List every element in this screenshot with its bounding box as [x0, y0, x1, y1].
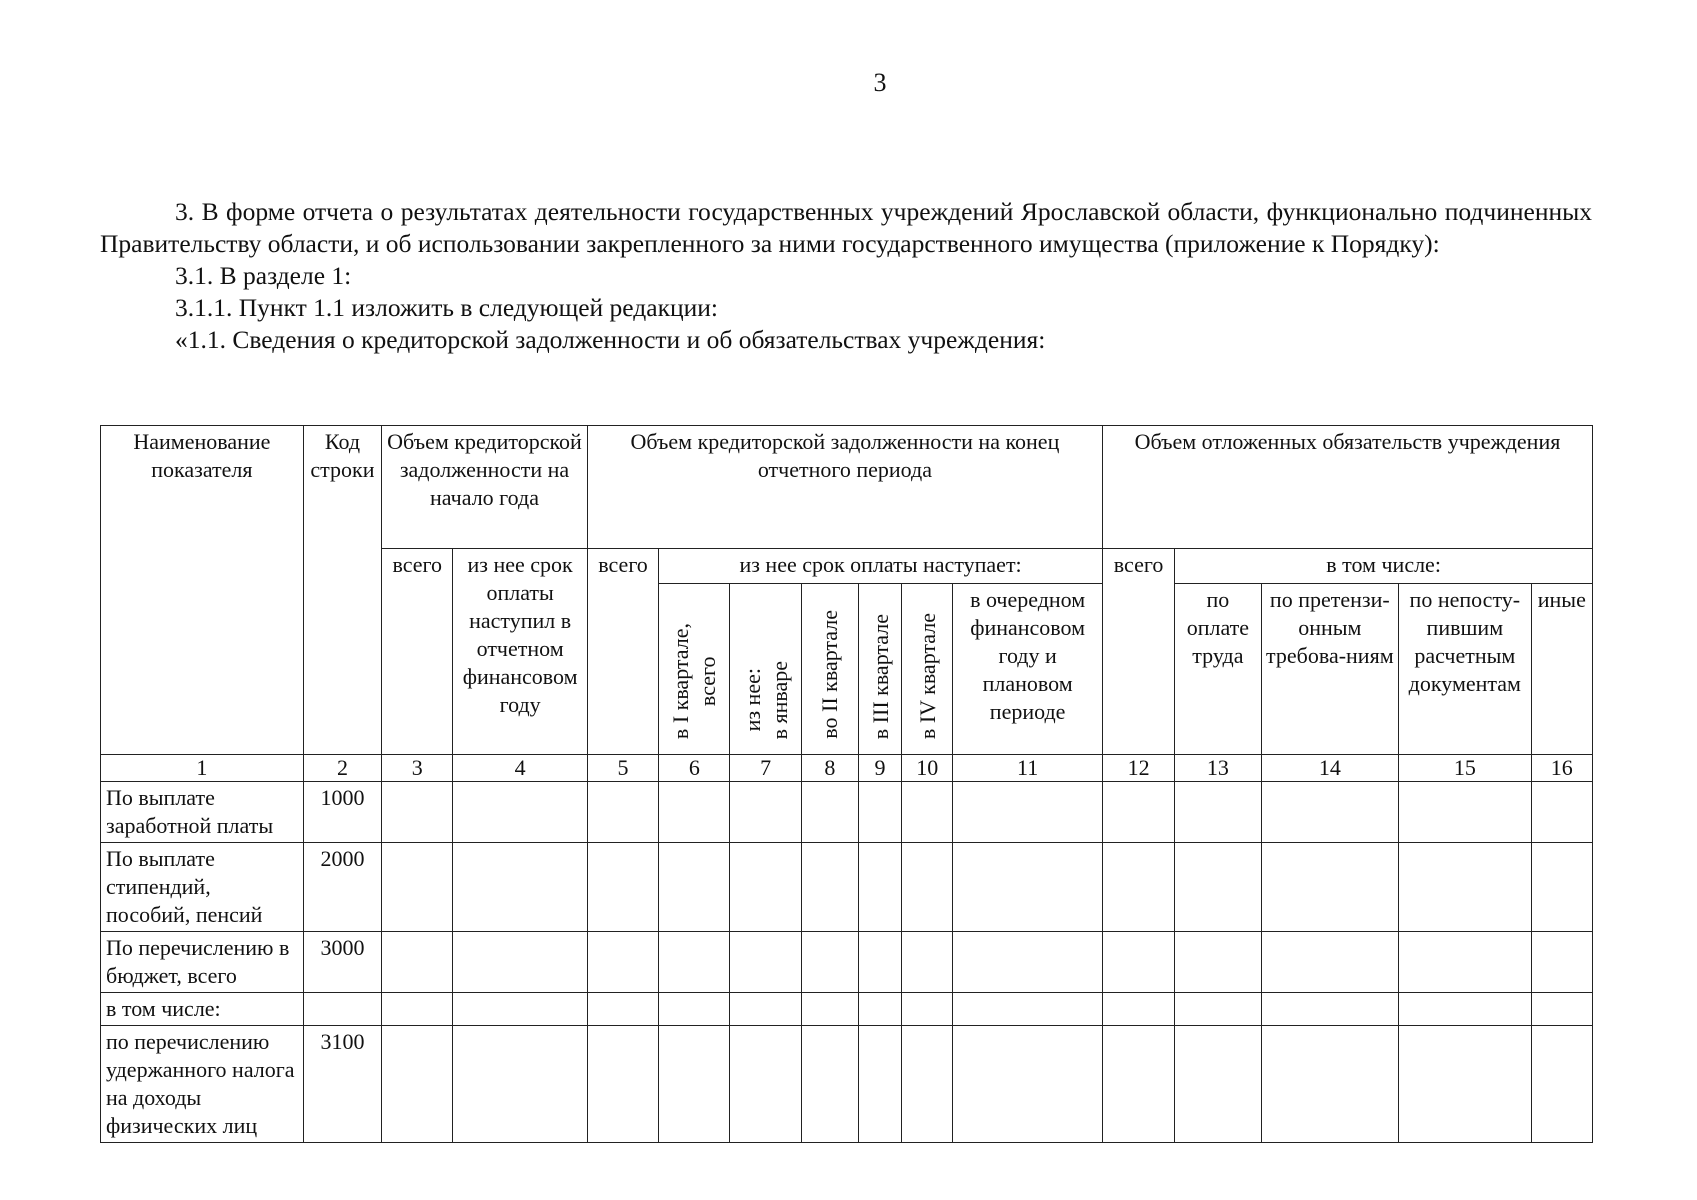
- column-numbers-row: [101, 755, 1593, 782]
- col-number-3: 3: [382, 755, 453, 782]
- cell: [1261, 782, 1399, 843]
- header-start-overdue: из нее срок оплаты наступил в отчетном финансовом году: [453, 549, 588, 755]
- cell: [953, 1026, 1103, 1143]
- cell: [1399, 843, 1532, 932]
- col-number-13: 13: [1175, 755, 1261, 782]
- cell: [453, 843, 588, 932]
- cell: [1102, 932, 1174, 993]
- cell: [1102, 843, 1174, 932]
- cell: [587, 843, 658, 932]
- cell: [902, 993, 953, 1026]
- cell: [953, 843, 1103, 932]
- header-january: [730, 584, 801, 755]
- col-number-10: 10: [902, 755, 953, 782]
- cell: [858, 932, 901, 993]
- cell: [858, 782, 901, 843]
- header-q4: [902, 584, 953, 755]
- cell: [1175, 1026, 1261, 1143]
- cell: [587, 1026, 658, 1143]
- cell: [659, 1026, 730, 1143]
- row-name: По выплате стипендий, пособий, пенсий: [101, 843, 304, 932]
- header-deferred-including: в том числе:: [1175, 549, 1593, 584]
- cell: [730, 782, 801, 843]
- paragraph-3-1: 3.1. В разделе 1:: [175, 261, 352, 290]
- cell: [382, 993, 453, 1026]
- debt-report-table: [100, 425, 1593, 1143]
- cell: [1399, 1026, 1532, 1143]
- header-january-line2: в январе: [766, 660, 792, 739]
- cell: [1399, 782, 1532, 843]
- header-debt-start: Объем кредиторской задолженности на начало года: [382, 426, 588, 549]
- cell: [801, 843, 858, 932]
- table-row: [101, 843, 1593, 932]
- header-q3: [858, 584, 901, 755]
- row-code: 3100: [303, 1026, 381, 1143]
- cell: [587, 932, 658, 993]
- header-end-total: всего: [587, 549, 658, 755]
- header-pending-docs: по непосту-пившим расчетным документам: [1399, 584, 1532, 755]
- header-debt-end: Объем кредиторской задолженности на конец отчетного периода: [587, 426, 1102, 549]
- cell: [730, 932, 801, 993]
- cell: [953, 782, 1103, 843]
- row-code: 2000: [303, 843, 381, 932]
- col-number-16: 16: [1531, 755, 1592, 782]
- table-row: [101, 993, 1593, 1026]
- cell: [382, 1026, 453, 1143]
- cell: [730, 843, 801, 932]
- table-row: [101, 1026, 1593, 1143]
- cell: [1531, 843, 1592, 932]
- cell: [801, 1026, 858, 1143]
- col-number-12: 12: [1102, 755, 1174, 782]
- col-number-14: 14: [1261, 755, 1399, 782]
- table-row: [101, 932, 1593, 993]
- cell: [858, 993, 901, 1026]
- header-wages: по оплате труда: [1175, 584, 1261, 755]
- header-january-line1: из нее:: [739, 668, 765, 732]
- cell: [1102, 782, 1174, 843]
- cell: [587, 782, 658, 843]
- cell: [1531, 1026, 1592, 1143]
- cell: [858, 843, 901, 932]
- header-q2: [801, 584, 858, 755]
- col-number-2: 2: [303, 755, 381, 782]
- cell: [902, 1026, 953, 1143]
- row-code: [303, 993, 381, 1026]
- header-q2-label: во II квартале: [817, 610, 843, 739]
- cell: [1175, 993, 1261, 1026]
- cell: [730, 993, 801, 1026]
- cell: [1261, 1026, 1399, 1143]
- paragraph-3: 3. В форме отчета о результатах деятельности государственных учреждений Ярославской области, функционально подчиненных Правительству области, и об использовании закрепленного за ними государственного имущества (приложение к Порядку):: [100, 197, 1592, 258]
- cell: [1261, 932, 1399, 993]
- cell: [953, 993, 1103, 1026]
- cell: [1531, 932, 1592, 993]
- cell: [382, 932, 453, 993]
- header-q1-line2: всего: [695, 656, 721, 706]
- cell: [1175, 843, 1261, 932]
- cell: [1102, 993, 1174, 1026]
- cell: [1261, 843, 1399, 932]
- paragraph-3-1-1: 3.1.1. Пункт 1.1 изложить в следующей редакции:: [175, 293, 718, 322]
- cell: [1399, 993, 1532, 1026]
- table-row: [101, 782, 1593, 843]
- cell: [453, 782, 588, 843]
- col-number-11: 11: [953, 755, 1103, 782]
- cell: [902, 932, 953, 993]
- header-indicator-name: Наименование показателя: [101, 426, 304, 755]
- header-q1-line1: в I квартале,: [668, 622, 694, 739]
- col-number-6: 6: [659, 755, 730, 782]
- cell: [659, 932, 730, 993]
- row-name: в том числе:: [101, 993, 304, 1026]
- col-number-1: 1: [101, 755, 304, 782]
- cell: [453, 932, 588, 993]
- row-name: По выплате заработной платы: [101, 782, 304, 843]
- cell: [587, 993, 658, 1026]
- header-row-code: Код строки: [303, 426, 381, 755]
- row-name: По перечислению в бюджет, всего: [101, 932, 304, 993]
- cell: [902, 843, 953, 932]
- cell: [382, 843, 453, 932]
- cell: [1531, 782, 1592, 843]
- cell: [1531, 993, 1592, 1026]
- intro-text: [100, 196, 1592, 356]
- paragraph-1-1-title: «1.1. Сведения о кредиторской задолженности и об обязательствах учреждения:: [175, 325, 1046, 354]
- cell: [453, 1026, 588, 1143]
- cell: [953, 932, 1103, 993]
- cell: [858, 1026, 901, 1143]
- col-number-8: 8: [801, 755, 858, 782]
- cell: [1261, 993, 1399, 1026]
- header-next-period: в очередном финансовом году и плановом периоде: [953, 584, 1103, 755]
- cell: [453, 993, 588, 1026]
- cell: [1175, 782, 1261, 843]
- header-deferred-obligations: Объем отложенных обязательств учреждения: [1102, 426, 1592, 549]
- page-number: 3: [873, 68, 887, 97]
- cell: [1175, 932, 1261, 993]
- cell: [902, 782, 953, 843]
- row-code: 1000: [303, 782, 381, 843]
- header-other: иные: [1531, 584, 1592, 755]
- header-claims: по претензи-онным требова-ниям: [1261, 584, 1399, 755]
- col-number-7: 7: [730, 755, 801, 782]
- cell: [659, 782, 730, 843]
- cell: [659, 993, 730, 1026]
- col-number-15: 15: [1399, 755, 1532, 782]
- cell: [801, 993, 858, 1026]
- header-end-due: из нее срок оплаты наступает:: [659, 549, 1103, 584]
- header-q4-label: в IV квартале: [914, 612, 940, 739]
- row-code: 3000: [303, 932, 381, 993]
- col-number-9: 9: [858, 755, 901, 782]
- header-q3-label: в III квартале: [867, 613, 893, 739]
- cell: [730, 1026, 801, 1143]
- row-name: по перечислению удержанного налога на доходы физических лиц: [101, 1026, 304, 1143]
- cell: [1102, 1026, 1174, 1143]
- cell: [1399, 932, 1532, 993]
- cell: [382, 782, 453, 843]
- col-number-5: 5: [587, 755, 658, 782]
- col-number-4: 4: [453, 755, 588, 782]
- header-deferred-total: всего: [1102, 549, 1174, 755]
- header-start-total: всего: [382, 549, 453, 755]
- header-q1: [659, 584, 730, 755]
- cell: [659, 843, 730, 932]
- cell: [801, 932, 858, 993]
- cell: [801, 782, 858, 843]
